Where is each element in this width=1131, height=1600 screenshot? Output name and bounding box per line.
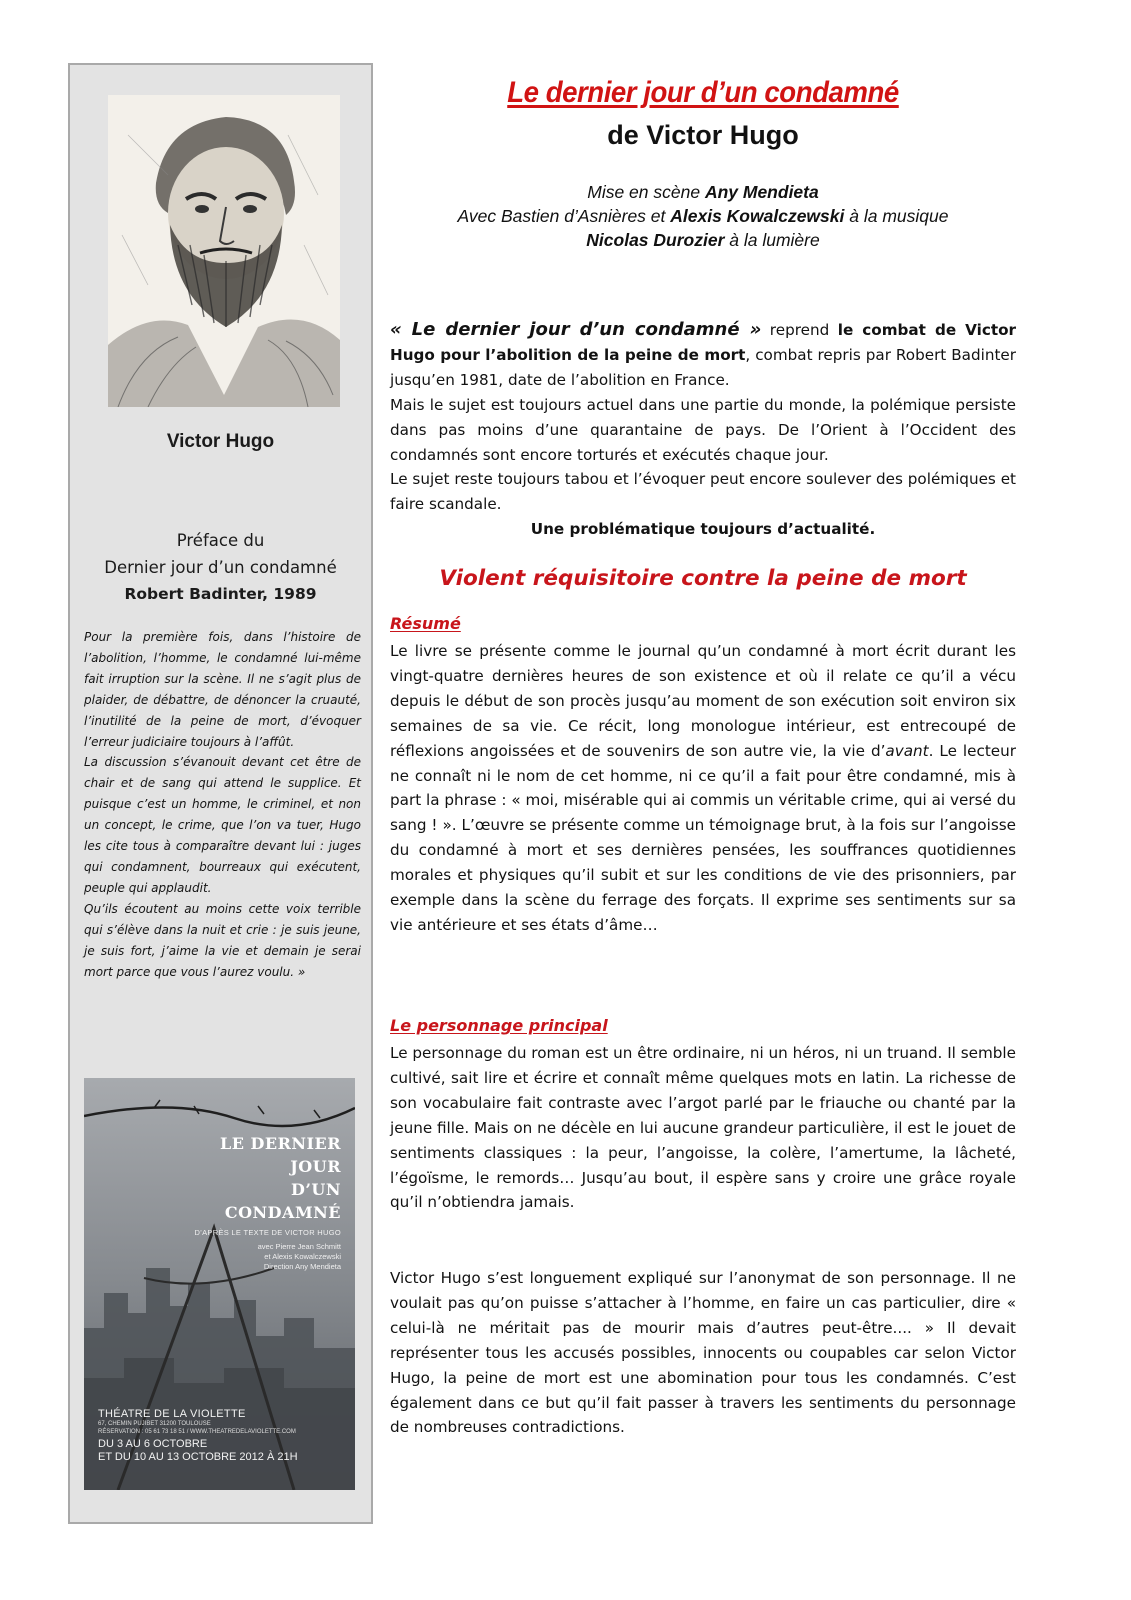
poster-title-line: D’UN [290,1180,341,1199]
poster-booking: RÉSERVATION : 05 61 73 18 51 / WWW.THEATREDELAVIOLETTE.COM [98,1429,296,1435]
poster-cast-line: Direction Any Mendieta [263,1262,341,1271]
credit-line: Avec Bastien d’Asnières et Alexis Kowalczewski à la musique [457,206,949,226]
show-poster [84,1078,355,1490]
resume-heading: Résumé [390,614,461,633]
quote-paragraph: Qu’ils écoutent au moins cette voix terrible qui s’élève dans la nuit et crie : je suis jeune, je suis fort, j’aime la vie et demain je serai mort parce que vous l’aurez voulu. » [84,901,361,979]
poster-credits [194,1228,341,1272]
poster-title-line: JOUR [290,1157,341,1176]
poster-dates: ET DU 10 AU 13 OCTOBRE 2012 À 21H [98,1451,298,1463]
section-subtitle: Violent réquisitoire contre la peine de mort [439,566,967,591]
production-credits [390,180,1016,252]
poster-cast-line: et Alexis Kowalczewski [264,1252,341,1261]
portrait-caption: Victor Hugo [166,431,275,452]
lighting-name: Nicolas Durozier [586,230,725,250]
preface-line: Dernier jour d’un condamné [104,558,337,577]
intro-tagline: Une problématique toujours d’actualité. [530,520,876,539]
character-heading: Le personnage principal [390,1016,608,1035]
character-paragraph: Le personnage du roman est un être ordinaire, ni un héros, ni un truand. Il semble cultivé, sait lire et écrire et connaît même quelques mots en latin. La richesse de son vocabulaire fait contraste avec l’argot parlé par le friauche ou chanté par la jeune fille. Mais on ne décèle en lui aucune grandeur particulière, il est le jouet de sentiments classiques : la peur, l’angoisse, la colère, l’amertume, la lâcheté, l’égoïsme, le remords… Jusqu’au bout, il espère sans y croire une grâce royale qu’il n’obtiendra jamais. [390,1044,1016,1212]
page-title: Le dernier jour d’un condamné [507,76,899,109]
character-paragraph: Victor Hugo s’est longuement expliqué sur l’anonymat de son personnage. Il ne voulait pas qu’on puisse s’attacher à l’homme, en faire un cas particulier, dire « celui-là ne méritait pas de mourir mais d’autres peut-être.... » Il devait représenter tous les accusés possibles, innocents ou coupables car selon Victor Hugo, la peine de mort est une abomination pour tous les condamnés. C’est également dans ce but qu’il fait passer à travers les sentiments du personnage de nombreuses contradictions. [390,1269,1016,1437]
preface-heading [70,527,371,608]
intro-paragraph: Le sujet reste toujours tabou et l’évoquer peut encore soulever des polémiques et faire scandale. [390,470,1016,514]
poster-venue [98,1408,298,1464]
poster-dates: DU 3 AU 6 OCTOBRE [98,1438,208,1450]
musician-name: Alexis Kowalczewski [670,206,845,226]
intro-paragraph: Mais le sujet est toujours actuel dans une partie du monde, la polémique persiste dans pas moins d’une quarantaine de pays. De l’Orient à l’Occident des condamnés sont encore torturés et exécutés chaque jour. [390,395,1016,464]
intro-paragraph: « Le dernier jour d’un condamné » reprend le combat de Victor Hugo pour l’abolition de la peine de mort, combat repris par Robert Badinter jusqu’en 1981, date de l’abolition en France. [390,319,1016,389]
sidebar-panel [68,63,373,1524]
poster-cast-line: avec Pierre Jean Schmitt [257,1242,341,1251]
portrait-etching-image [108,95,340,407]
poster-venue-name: THÉATRE DE LA VIOLETTE [98,1408,246,1420]
preface-author: Robert Badinter, 1989 [124,585,317,603]
preface-line: Préface du [176,531,265,550]
page-author: de Victor Hugo [607,120,799,150]
quote-paragraph: Pour la première fois, dans l’histoire de l’abolition, l’homme, le condamné lui-même fait irruption sur la scène. Il ne s’agit plus de plaider, de débattre, de dénoncer la cruauté, l’inutilité de la peine de mort, d’évoquer l’erreur judiciaire toujours à l’affût. [84,630,361,749]
credit-line: Nicolas Durozier à la lumière [586,230,820,250]
victor-hugo-portrait [108,95,340,407]
intro-bold: le combat de Victor Hugo pour l’abolition de la peine de mort [390,321,1016,364]
poster-title-line: LE DERNIER [220,1134,341,1153]
resume-paragraph: Le livre se présente comme le journal qu’un condamné à mort écrit durant les vingt-quatre dernières heures de son existence et où il relate ce qu’il a vécu depuis le début de son procès jusqu’au moment de son exécution soit environ six semaines de sa vie. Ce récit, long monologue intérieur, est entrecoupé de réflexions angoissées et de souvenirs de son autre vie, la vie d’avant. Le lecteur ne connaît ni le nom de cet homme, ni ce qu’il a fait pour être condamné, mis à part la phrase : « moi, misérable qui ai commis un véritable crime, qui ai versé du sang ! ». L’œuvre se présente comme un témoignage brut, à la fois sur l’angoisse du condamné à mort et ses dernières pensées, les souffrances quotidiennes morales et physiques qu’il subit et sur les conditions de vie des prisonniers, par exemple dans la scène du ferrage des forçats. Il exprime ses sentiments sur sa vie antérieure et ses états d’âme… [390,642,1016,934]
poster-address: 67, CHEMIN PUJIBET 31200 TOULOUSE [98,1421,211,1427]
poster-title [220,1132,341,1224]
credit-line: Mise en scène Any Mendieta [587,182,819,202]
emphasis: avant [885,741,929,760]
intro-lead: « Le dernier jour d’un condamné » [390,319,762,340]
director-name: Any Mendieta [704,182,819,202]
preface-quote [84,627,361,982]
poster-subtitle: D’APRÈS LE TEXTE DE VICTOR HUGO [194,1228,341,1237]
quote-paragraph: La discussion s’évanouit devant cet être de chair et de sang qui attend le supplice. Et puisque c’est un homme, le criminel, et non un concept, le crime, que l’on va tuer, Hugo les cite tous à comparaître devant lui : juges qui condamnent, bourreaux qui exécutent, peuple qui applaudit. [84,755,361,895]
intro-text [390,318,1016,542]
poster-title-line: CONDAMNÉ [224,1203,341,1222]
